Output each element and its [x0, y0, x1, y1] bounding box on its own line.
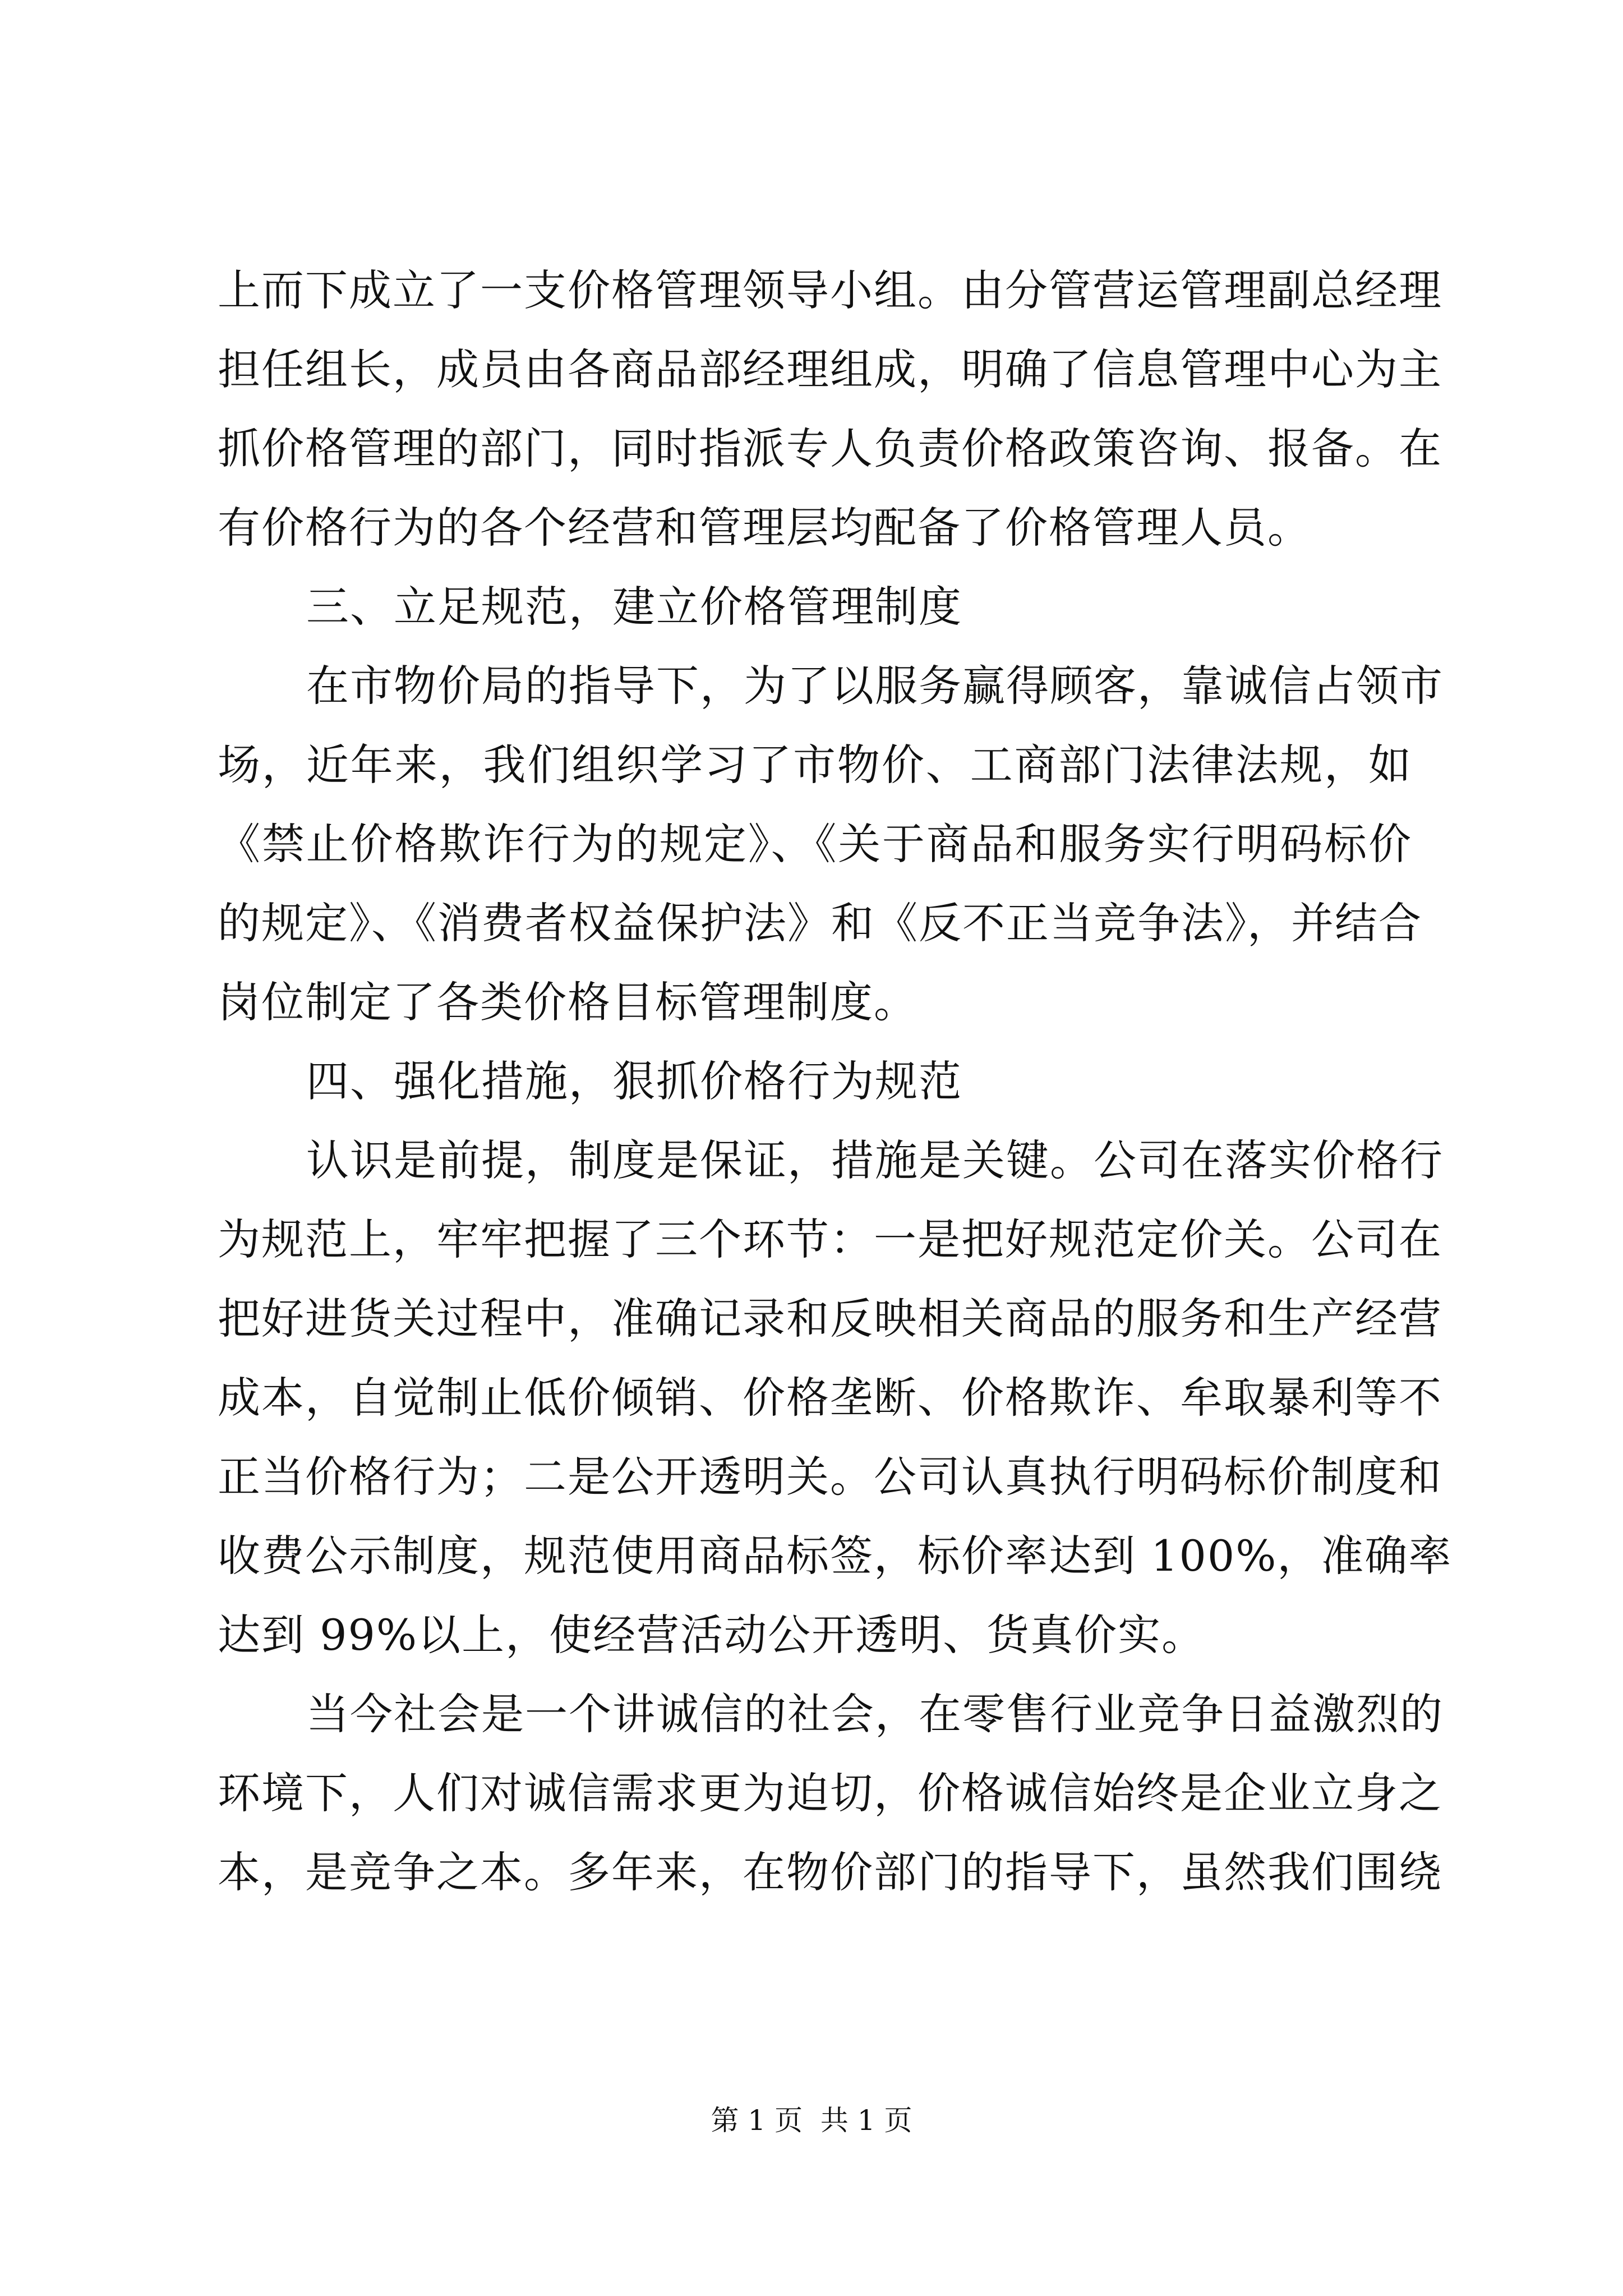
page-number-footer: 第 1 页 共 1 页: [711, 2104, 912, 2137]
body-line-13: 为规范上，牢牢把握了三个环节：一是把好规范定价关。公司在: [218, 1214, 1442, 1264]
body-line-4: 有价格行为的各个经营和管理层均配备了价格管理人员。: [218, 503, 1311, 553]
body-line-3: 抓价格管理的部门，同时指派专人负责价格政策咨询、报备。在: [218, 424, 1442, 473]
body-line-17: 收费公示制度，规范使用商品标签，标价率达到 100%，准确率: [218, 1531, 1453, 1581]
body-line-14: 把好进货关过程中，准确记录和反映相关商品的服务和生产经营: [218, 1294, 1442, 1343]
body-line-15: 成本，自觉制止低价倾销、价格垄断、价格欺诈、牟取暴利等不: [218, 1373, 1442, 1423]
body-line-7: 场，近年来，我们组织学习了市物价、工商部门法律法规，如: [218, 740, 1412, 790]
body-line-1: 上而下成立了一支价格管理领导小组。由分管营运管理副总经理: [218, 265, 1442, 315]
body-line-20: 环境下，人们对诚信需求更为迫切，价格诚信始终是企业立身之: [218, 1768, 1442, 1818]
body-line-10: 岗位制定了各类价格目标管理制度。: [218, 977, 917, 1027]
document-body: [218, 251, 1453, 1912]
body-line-6: 在市物价局的指导下，为了以服务赢得顾客，靠诚信占领市: [306, 661, 1444, 711]
section-heading-3: 三、立足规范，建立价格管理制度: [306, 582, 962, 632]
body-line-2: 担任组长，成员由各商品部经理组成，明确了信息管理中心为主: [218, 344, 1442, 394]
body-line-9: 的规定》、《消费者权益保护法》和《反不正当竞争法》，并结合: [218, 898, 1422, 948]
body-line-21: 本，是竞争之本。多年来，在物价部门的指导下，虽然我们围绕: [218, 1847, 1442, 1897]
body-line-18: 达到 99%以上，使经营活动公开透明、货真价实。: [218, 1610, 1206, 1660]
body-line-12: 认识是前提，制度是保证，措施是关键。公司在落实价格行: [306, 1135, 1444, 1185]
body-line-19: 当今社会是一个讲诚信的社会，在零售行业竞争日益激烈的: [306, 1689, 1444, 1739]
body-line-16: 正当价格行为；二是公开透明关。公司认真执行明码标价制度和: [218, 1452, 1442, 1502]
section-heading-4: 四、强化措施，狠抓价格行为规范: [306, 1056, 962, 1106]
body-line-8: 《禁止价格欺诈行为的规定》、《关于商品和服务实行明码标价: [218, 819, 1412, 869]
